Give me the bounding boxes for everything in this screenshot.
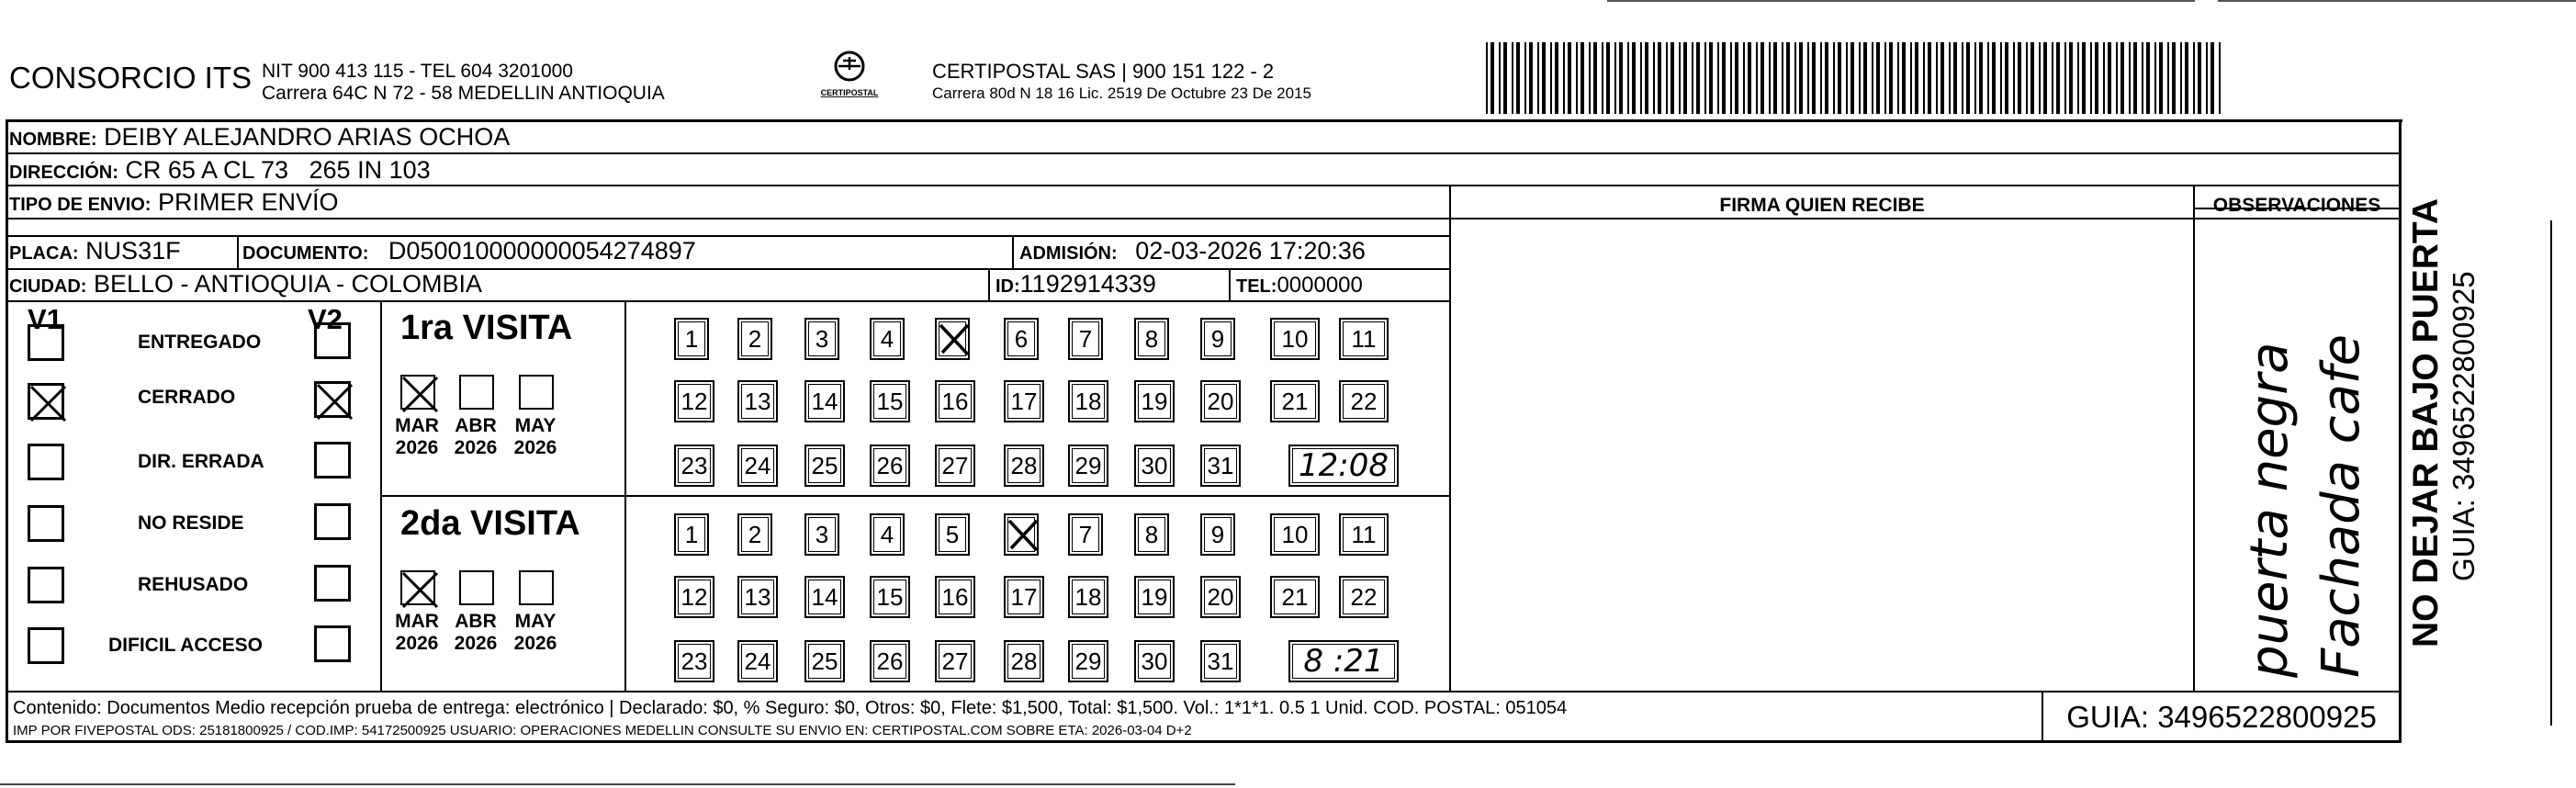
month-checkbox[interactable] xyxy=(519,570,554,605)
day-box[interactable]: 6 xyxy=(1004,318,1039,360)
day-box[interactable]: 22 xyxy=(1339,576,1389,618)
day-box[interactable]: 3 xyxy=(804,513,839,556)
day-box[interactable]: 27 xyxy=(935,445,975,487)
day-box[interactable]: 4 xyxy=(870,513,905,556)
month-label: MAR 2026 xyxy=(395,415,439,458)
day-box[interactable]: 14 xyxy=(804,380,845,422)
day-box[interactable]: 9 xyxy=(1200,318,1235,360)
imp-text: IMP POR FIVEPOSTAL ODS: 25181800925 / COD.IMP: 54172500925 USUARIO: OPERACIONES MEDELLIN CONSULTE SU ENVIO EN: CERTIPOSTAL.COM SOBRE ETA: 2026-03-04 D+2 xyxy=(13,723,1192,738)
documento-label: DOCUMENTO: xyxy=(242,243,369,264)
day-box[interactable]: 13 xyxy=(737,380,778,422)
v1-checkbox[interactable] xyxy=(28,567,64,603)
day-box[interactable]: 4 xyxy=(870,318,905,360)
direccion-label: DIRECCIÓN: xyxy=(9,163,118,183)
day-box[interactable]: 21 xyxy=(1270,380,1320,422)
v1-checkbox[interactable] xyxy=(28,505,64,542)
direccion-row xyxy=(9,156,431,185)
day-box[interactable]: 24 xyxy=(737,640,778,682)
day-box[interactable] xyxy=(1004,513,1039,556)
placa-label: PLACA: xyxy=(9,243,79,264)
day-box[interactable]: 11 xyxy=(1339,513,1389,556)
day-box[interactable]: 29 xyxy=(1068,640,1108,682)
no-dejar-bajo-puerta: NO DEJAR BAJO PUERTA xyxy=(2406,197,2446,647)
day-box[interactable]: 11 xyxy=(1339,318,1389,360)
admision-value: 02-03-2026 17:20:36 xyxy=(1135,237,1366,265)
company-info xyxy=(262,61,665,105)
v2-checkbox[interactable] xyxy=(314,381,351,418)
contenido-text: Contenido: Documentos Medio recepción prueba de entrega: electrónico | Declarado: $0, % Seguro: $0, Otros: $0, Flete: $1,500, Total: $1,500. Vol.: 1*1*1. 0.5 1 Unid. COD. POSTAL: 051054 xyxy=(13,698,1568,718)
day-box[interactable]: 22 xyxy=(1339,380,1389,422)
firma-label: FIRMA QUIEN RECIBE xyxy=(1719,195,1925,216)
day-box[interactable]: 28 xyxy=(1004,445,1044,487)
month-checkbox[interactable] xyxy=(459,570,494,605)
month-checkbox[interactable] xyxy=(519,375,554,410)
day-box[interactable]: 8 xyxy=(1134,513,1169,556)
day-box[interactable]: 7 xyxy=(1068,318,1103,360)
day-box[interactable]: 23 xyxy=(674,445,714,487)
day-box[interactable]: 5 xyxy=(935,513,970,556)
tipo-envio-value: PRIMER ENVÍO xyxy=(157,188,339,216)
day-box[interactable]: 20 xyxy=(1200,380,1241,422)
status-label: CERRADO xyxy=(138,387,236,408)
tel-label: TEL: xyxy=(1236,276,1277,297)
v1-checkbox[interactable] xyxy=(28,383,64,420)
day-box[interactable]: 12 xyxy=(674,380,714,422)
day-box[interactable]: 31 xyxy=(1200,445,1241,487)
company-nit: NIT 900 413 115 - TEL 604 3201000 xyxy=(262,61,573,82)
day-box[interactable]: 31 xyxy=(1200,640,1241,682)
day-box[interactable]: 15 xyxy=(870,576,910,618)
observaciones-label: OBSERVACIONES xyxy=(2212,195,2381,216)
v2-checkbox[interactable] xyxy=(314,625,351,662)
v2-checkbox[interactable] xyxy=(314,442,351,478)
barcode xyxy=(1486,42,2225,114)
v1-label: V1 xyxy=(28,303,62,335)
day-box[interactable]: 30 xyxy=(1134,640,1175,682)
side-label xyxy=(2406,198,2481,647)
id-label: ID: xyxy=(996,276,1020,297)
placa-row xyxy=(9,237,181,265)
certipostal-nit: CERTIPOSTAL SAS | 900 151 122 - 2 xyxy=(932,60,1275,83)
ciudad-row xyxy=(9,270,482,298)
day-box[interactable]: 17 xyxy=(1004,576,1044,618)
day-box[interactable]: 25 xyxy=(804,640,845,682)
day-box[interactable]: 21 xyxy=(1270,576,1320,618)
day-box[interactable]: 7 xyxy=(1068,513,1103,556)
day-box[interactable]: 10 xyxy=(1270,318,1320,360)
v2-checkbox[interactable] xyxy=(314,565,351,602)
svg-text:Fachada cafe: Fachada cafe xyxy=(2312,333,2371,678)
day-box[interactable]: 3 xyxy=(804,318,839,360)
month-label: MAY 2026 xyxy=(513,611,557,654)
status-label: ENTREGADO xyxy=(138,332,262,353)
month-checkbox[interactable] xyxy=(400,570,435,605)
day-box[interactable]: 28 xyxy=(1004,640,1044,682)
status-label: REHUSADO xyxy=(138,574,249,595)
tel-row xyxy=(1236,273,1363,298)
v1-checkbox[interactable] xyxy=(28,324,64,361)
day-box[interactable]: 25 xyxy=(804,445,845,487)
svg-text:puerta negra: puerta negra xyxy=(2240,342,2300,678)
day-box[interactable]: 18 xyxy=(1068,576,1108,618)
day-box[interactable]: 14 xyxy=(804,576,845,618)
month-label: MAR 2026 xyxy=(395,611,439,654)
day-box[interactable]: 29 xyxy=(1068,445,1108,487)
day-box[interactable]: 23 xyxy=(674,640,714,682)
id-value: 1192914339 xyxy=(1019,270,1156,298)
day-box[interactable]: 12 xyxy=(674,576,714,618)
day-box[interactable]: 19 xyxy=(1134,576,1175,618)
v1-checkbox[interactable] xyxy=(28,627,64,664)
visit-title: 1ra VISITA xyxy=(400,309,573,347)
day-box[interactable]: 1 xyxy=(674,513,709,556)
nombre-label: NOMBRE: xyxy=(9,129,97,150)
placa-value: NUS31F xyxy=(85,237,181,265)
month-label: MAY 2026 xyxy=(513,415,557,458)
admision-label: ADMISIÓN: xyxy=(1019,243,1118,264)
day-box[interactable] xyxy=(935,318,970,360)
day-box[interactable]: 1 xyxy=(674,318,709,360)
status-label: DIFICIL ACCESO xyxy=(108,635,264,656)
ciudad-label: CIUDAD: xyxy=(9,276,87,297)
day-box[interactable]: 20 xyxy=(1200,576,1241,618)
day-box[interactable]: 18 xyxy=(1068,380,1108,422)
documento-value: D050010000000054274897 xyxy=(388,237,696,265)
v2-label: V2 xyxy=(308,303,343,335)
day-box[interactable]: 10 xyxy=(1270,513,1320,556)
day-box[interactable]: 26 xyxy=(870,640,910,682)
documento-row xyxy=(242,237,696,265)
day-box[interactable]: 2 xyxy=(737,318,772,360)
footer-guia: GUIA: 3496522800925 xyxy=(2066,700,2377,734)
day-box[interactable]: 19 xyxy=(1134,380,1175,422)
day-box[interactable]: 24 xyxy=(737,445,778,487)
day-box[interactable]: 16 xyxy=(935,380,975,422)
time-box[interactable]: 8 :21 xyxy=(1288,640,1399,682)
v2-checkbox[interactable] xyxy=(314,322,351,359)
month-checkbox[interactable] xyxy=(400,375,435,410)
v1-checkbox[interactable] xyxy=(28,444,64,480)
day-box[interactable]: 15 xyxy=(870,380,910,422)
status-label: DIR. ERRADA xyxy=(138,451,264,472)
admision-row xyxy=(1019,237,1366,265)
tipo-envio-label: TIPO DE ENVIO: xyxy=(9,195,152,215)
time-box[interactable]: 12:08 xyxy=(1288,445,1399,487)
nombre-value: DEIBY ALEJANDRO ARIAS OCHOA xyxy=(104,123,511,151)
day-box[interactable]: 26 xyxy=(870,445,910,487)
id-row xyxy=(996,270,1156,298)
certipostal-logo xyxy=(813,48,886,105)
day-box[interactable]: 13 xyxy=(737,576,778,618)
certipostal-address: Carrera 80d N 18 16 Lic. 2519 De Octubre 23 De 2015 xyxy=(932,84,1311,102)
observaciones-handwriting xyxy=(2195,209,2399,689)
tipo-envio-row xyxy=(9,188,339,217)
ciudad-value: BELLO - ANTIOQUIA - COLOMBIA xyxy=(93,270,483,298)
day-box[interactable]: 27 xyxy=(935,640,975,682)
side-guia: GUIA: 3496522800925 xyxy=(2447,271,2480,581)
direccion-value: CR 65 A CL 73 265 IN 103 xyxy=(125,156,431,184)
company-name: CONSORCIO ITS xyxy=(9,61,253,95)
v2-checkbox[interactable] xyxy=(314,503,351,540)
month-checkbox[interactable] xyxy=(459,375,494,410)
month-label: ABR 2026 xyxy=(454,611,498,654)
nombre-row xyxy=(9,123,510,152)
day-box[interactable]: 30 xyxy=(1134,445,1175,487)
day-box[interactable]: 2 xyxy=(737,513,772,556)
day-box[interactable]: 17 xyxy=(1004,380,1044,422)
company-address: Carrera 64C N 72 - 58 MEDELLIN ANTIOQUIA xyxy=(262,83,665,104)
month-label: ABR 2026 xyxy=(454,415,498,458)
day-box[interactable]: 8 xyxy=(1134,318,1169,360)
certipostal-info xyxy=(932,61,1311,105)
day-box[interactable]: 9 xyxy=(1200,513,1235,556)
status-label: NO RESIDE xyxy=(138,512,244,534)
visit-title: 2da VISITA xyxy=(400,504,580,543)
svg-text:CERTIPOSTAL: CERTIPOSTAL xyxy=(820,88,879,97)
tel-value: 0000000 xyxy=(1277,273,1363,298)
day-box[interactable]: 16 xyxy=(935,576,975,618)
